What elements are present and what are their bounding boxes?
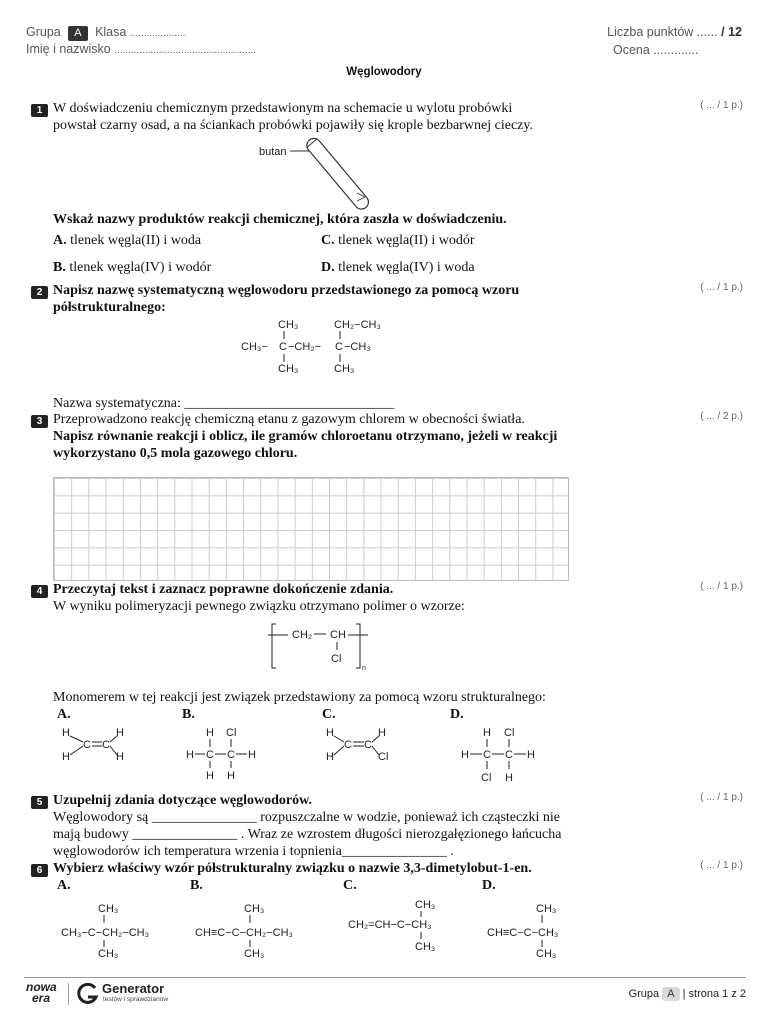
q1-option-a[interactable]: A. tlenek węgla(II) i woda [53,233,202,248]
svg-text:CH₃−C−CH₂−CH₃: CH₃−C−CH₂−CH₃ [61,927,150,939]
svg-text:H: H [378,727,386,739]
question-number-2: 2 [31,286,48,299]
svg-text:H: H [206,727,214,739]
svg-text:−CH₂−: −CH₂− [288,341,322,353]
logo-separator [68,983,69,1005]
svg-text:H: H [62,727,70,739]
q6-option-b[interactable]: B. [190,878,203,893]
svg-text:H: H [206,770,214,780]
polymer-formula [268,618,378,674]
svg-text:C: C [279,341,287,353]
svg-text:C: C [505,749,513,761]
svg-text:H: H [227,770,235,780]
q5-line2[interactable]: Węglowodory są _______________ rozpuszczalne w wodzie, ponieważ ich cząsteczki nie [53,810,560,825]
svg-text:−CH₃: −CH₃ [344,341,371,353]
svg-text:Cl: Cl [331,653,342,665]
generator-g-icon [76,982,100,1006]
svg-text:C: C [206,749,214,761]
svg-text:CH₂: CH₂ [292,629,313,641]
svg-text:H: H [186,749,194,761]
nowa-era-logo: nowa era [26,980,57,1005]
q4-formula-c [324,724,404,766]
q5-line4[interactable]: węglowodorów ich temperatura wrzenia i topnienia_______________ . [53,844,454,859]
svg-text:H: H [116,727,124,739]
svg-text:H: H [483,727,491,739]
group-line [26,25,185,41]
class-dots: .................... [129,28,186,39]
name-line [26,42,256,56]
svg-text:H: H [116,751,124,763]
q4-line2: W wyniku polimeryzacji pewnego związku otrzymano polimer o wzorze: [53,599,465,614]
svg-text:C: C [335,341,343,353]
q4-formula-b [184,724,264,780]
q4-line3: Monomerem w tej reakcji jest związek przedstawiony za pomocą wzoru strukturalnego: [53,690,546,705]
q6-formula-a [58,896,188,958]
name-label: Imię i nazwisko [26,42,111,56]
svg-text:CH₃: CH₃ [278,319,299,331]
svg-text:H: H [527,749,535,761]
q2-line1: Napisz nazwę systematyczną węglowodoru przedstawionego za pomocą wzoru [53,283,520,298]
svg-text:Cl: Cl [226,727,237,739]
svg-text:C: C [344,739,352,751]
q4-points: ( ... / 1 p.) [700,581,743,592]
q1-line1: W doświadczeniu chemicznym przedstawionym na schemacie u wylotu probówki [53,101,513,116]
svg-text:CH₃−: CH₃− [241,341,268,353]
q1-option-b[interactable]: B. tlenek węgla(IV) i wodór [53,260,212,275]
svg-text:C: C [102,739,110,751]
q6-points: ( ... / 1 p.) [700,860,743,871]
answer-grid[interactable] [53,477,569,581]
svg-text:C: C [364,739,372,751]
q4-formula-d [457,724,542,784]
q5-points: ( ... / 1 p.) [700,792,743,803]
svg-text:CH₃: CH₃ [98,948,119,958]
svg-text:CH₃: CH₃ [98,903,119,915]
svg-text:CH₃: CH₃ [415,899,436,911]
svg-text:C: C [483,749,491,761]
q1-points: ( ... / 1 p.) [700,100,743,111]
svg-text:CH₃: CH₃ [244,903,265,915]
svg-text:CH₃: CH₃ [536,903,557,915]
q3-line1: Przeprowadzono reakcję chemiczną etanu z gazowym chlorem w obecności światła. [53,412,525,427]
generator-label: Generator [102,981,165,996]
svg-text:CH₃: CH₃ [244,948,265,958]
q3-line2: Napisz równanie reakcji i oblicz, ile gramów chloroetanu otrzymano, jeżeli w reakcji [53,429,558,444]
q4-option-c[interactable]: C. [322,707,336,722]
footer-divider [24,977,746,978]
name-dots: ................................................... [114,45,256,56]
question-number-4: 4 [31,585,48,598]
q1-task: Wskaż nazwy produktów reakcji chemicznej, która zaszła w doświadczeniu. [53,212,507,227]
svg-text:H: H [62,751,70,763]
footer-page-info [629,987,746,1001]
svg-text:CH₂−CH₃: CH₂−CH₃ [334,319,381,331]
question-number-6: 6 [31,864,48,877]
svg-text:H: H [505,772,513,784]
q6-line1: Wybierz właściwy wzór półstrukturalny związku o nazwie 3,3-dimetylobut-1-en. [53,861,532,876]
grade-line: Ocena ............. [613,43,699,57]
q2-answer-line[interactable]: Nazwa systematyczna: ______________________________ [53,396,395,411]
test-tube-diagram [250,132,380,210]
group-badge: A [68,26,87,41]
svg-text:H: H [248,749,256,761]
group-label: Grupa [26,25,61,39]
q6-option-a[interactable]: A. [57,878,71,893]
points-label: Liczba punktów ...... [607,25,718,39]
q6-formula-b [192,896,342,958]
q6-formula-d [484,896,604,958]
svg-text:CH₃: CH₃ [536,948,557,958]
class-label: Klasa [95,25,127,39]
q1-option-c[interactable]: C. tlenek węgla(II) i wodór [321,233,475,248]
svg-text:CH₃: CH₃ [415,941,436,953]
svg-text:CH≡C−C−CH₂−CH₃: CH≡C−C−CH₂−CH₃ [195,927,293,939]
q4-option-b[interactable]: B. [182,707,195,722]
q5-line3[interactable]: mają budowy _______________ . Wraz ze wzrostem długości nierozgałęzionego łańcucha [53,827,562,842]
svg-text:Cl: Cl [504,727,515,739]
butan-label: butan [259,146,287,158]
q4-option-d[interactable]: D. [450,707,464,722]
generator-sub: testów i sprawdzianów [103,996,169,1003]
q4-line1: Przeczytaj tekst i zaznacz poprawne dokończenie zdania. [53,582,394,597]
q2-structural-formula [236,314,406,376]
svg-text:CH₂=CH−C−CH₃: CH₂=CH−C−CH₃ [348,919,432,931]
q6-formula-c [345,892,475,954]
svg-text:CH₃: CH₃ [278,363,299,375]
svg-text:H: H [326,751,334,763]
q4-formula-a [60,724,130,766]
q2-line2: półstrukturalnego: [53,300,166,315]
question-number-1: 1 [31,104,48,117]
footer-page-number: | strona 1 z 2 [682,988,746,1000]
q3-points: ( ... / 2 p.) [700,411,743,422]
q2-points: ( ... / 1 p.) [700,282,743,293]
svg-text:C: C [83,739,91,751]
svg-text:n: n [362,665,366,672]
page-title: Węglowodory [346,66,422,78]
svg-text:CH: CH [330,629,346,641]
points-total: / 12 [721,25,742,39]
points-line [607,25,742,39]
svg-text:H: H [326,727,334,739]
q4-option-a[interactable]: A. [57,707,71,722]
q5-line1: Uzupełnij zdania dotyczące węglowodorów. [53,793,312,808]
svg-text:CH≡C−C−CH₃: CH≡C−C−CH₃ [487,927,559,939]
q1-line2: powstał czarny osad, a na ściankach probówki pojawiły się krople bezbarwnej cieczy. [53,118,533,133]
q6-option-c[interactable]: C. [343,878,357,893]
svg-text:Cl: Cl [378,751,389,763]
footer-group-label: Grupa [628,988,660,1000]
q1-option-d[interactable]: D. tlenek węgla(IV) i woda [321,260,475,275]
q6-option-d[interactable]: D. [482,878,496,893]
svg-text:Cl: Cl [481,772,492,784]
svg-text:C: C [227,749,235,761]
question-number-5: 5 [31,796,48,809]
footer-group-badge: A [662,987,679,1001]
svg-text:H: H [461,749,469,761]
q3-line3: wykorzystano 0,5 mola gazowego chloru. [53,446,298,461]
svg-text:CH₃: CH₃ [334,363,355,375]
question-number-3: 3 [31,415,48,428]
